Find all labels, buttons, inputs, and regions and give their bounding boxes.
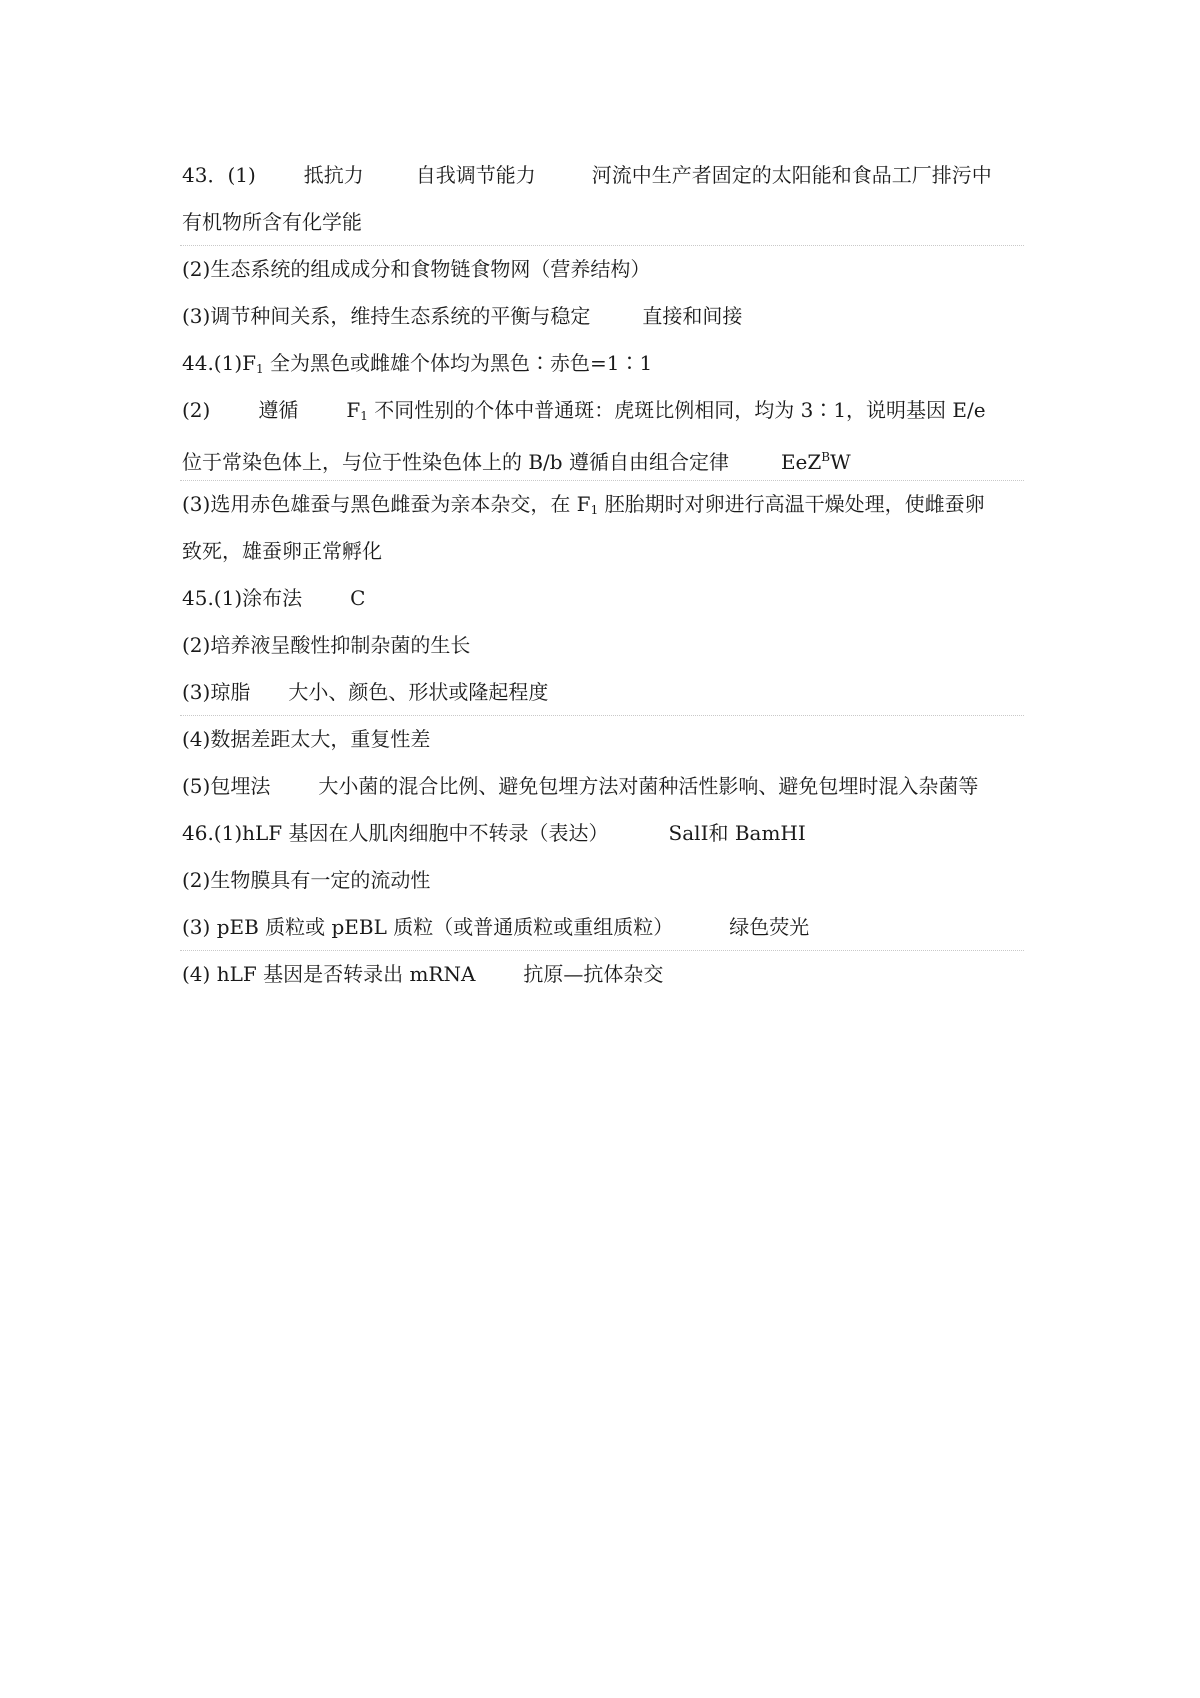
q45-part-5 <box>182 763 1022 810</box>
subscript: 1 <box>590 503 599 517</box>
q44-part-1-post: 全为黑色或雌雄个体均为黑色∶赤色=1∶1 <box>263 351 653 375</box>
q44-part-3-text-cont: 致死，雄蚕卵正常孵化 <box>182 539 382 563</box>
q43-part-3-b: 直接和间接 <box>642 304 743 328</box>
q46-part-3-b: 绿色荧光 <box>729 915 810 939</box>
q45-part-3 <box>182 669 1022 716</box>
q46-part-1 <box>182 810 1022 857</box>
q43-line-1 <box>182 152 1022 199</box>
q45-part-1-b: C <box>350 586 366 610</box>
genotype-post: W <box>830 450 851 474</box>
q44-part-2-text-cont: 位于常染色体上，与位于性染色体上的 B/b 遵循自由组合定律 <box>182 450 729 474</box>
q45-part-2 <box>182 622 1022 669</box>
q45-part-2-text: (2)培养液呈酸性抑制杂菌的生长 <box>182 633 471 657</box>
subscript: 1 <box>360 409 368 423</box>
q43-answer-3-cont: 有机物所含有化学能 <box>182 210 362 234</box>
q43-part-2 <box>182 246 1022 293</box>
q46-part-2 <box>182 857 1022 904</box>
subscript: 1 <box>256 362 264 376</box>
q46-part-4 <box>182 951 1022 998</box>
q43-line-2 <box>182 199 1022 246</box>
q44-part-3-post: 胚胎期时对卵进行高温干燥处理，使雌蚕卵 <box>598 492 985 516</box>
q44-part-2-num: (2) <box>182 398 211 422</box>
q45-part-3-b: 大小、颜色、形状或隆起程度 <box>288 680 549 704</box>
q44-part-3-line-1 <box>182 481 1022 528</box>
q44-part-1 <box>182 340 1022 387</box>
q45-part-5-a: (5)包埋法 <box>182 774 271 798</box>
q45-part-1-a: 45.(1)涂布法 <box>182 586 303 610</box>
q43-answer-1: 抵抗力 <box>303 163 364 187</box>
q43-number: 43．(1) <box>182 163 256 187</box>
q44-part-1-pre: 44.(1)F <box>182 351 257 375</box>
q46-part-4-a: (4) hLF 基因是否转录出 mRNA <box>182 962 476 986</box>
q46-part-2-text: (2)生物膜具有一定的流动性 <box>182 868 431 892</box>
q46-part-3 <box>182 904 1022 951</box>
q43-part-3-a: (3)调节种间关系，维持生态系统的平衡与稳定 <box>182 304 591 328</box>
superscript: B <box>821 450 831 464</box>
q45-part-3-a: (3)琼脂 <box>182 680 251 704</box>
q44-part-2-answer: 遵循 <box>258 398 299 422</box>
q43-part-2-text: (2)生态系统的组成成分和食物链食物网（营养结构） <box>182 257 651 281</box>
q44-part-3-pre: (3)选用赤色雄蚕与黑色雌蚕为亲本杂交，在 F <box>182 492 591 516</box>
q44-part-2-text: 不同性别的个体中普通斑：虎斑比例相同，均为 3∶1，说明基因 E/e <box>367 398 986 422</box>
q46-part-4-b: 抗原—抗体杂交 <box>523 962 664 986</box>
q46-part-3-a: (3) pEB 质粒或 pEBL 质粒（或普通质粒或重组质粒） <box>182 915 674 939</box>
q44-part-3-line-2 <box>182 528 1022 575</box>
q45-part-4 <box>182 716 1022 763</box>
q44-part-2-f: F <box>346 398 361 422</box>
q44-part-2-line-2 <box>182 434 1022 481</box>
q45-part-1 <box>182 575 1022 622</box>
genotype-pre: EeZ <box>780 450 822 474</box>
q43-answer-3: 河流中生产者固定的太阳能和食品工厂排污中 <box>591 163 992 187</box>
q46-part-1-a: 46.(1)hLF 基因在人肌肉细胞中不转录（表达） <box>182 821 609 845</box>
q43-answer-2: 自我调节能力 <box>415 163 536 187</box>
q44-part-2-line-1 <box>182 387 1022 434</box>
q45-part-5-b: 大小菌的混合比例、避免包埋方法对菌种活性影响、避免包埋时混入杂菌等 <box>318 774 979 798</box>
q45-part-4-text: (4)数据差距太大，重复性差 <box>182 727 431 751</box>
q46-part-1-b: SalⅠ和 BamHⅠ <box>668 821 806 845</box>
answer-document <box>182 152 1022 998</box>
q43-part-3 <box>182 293 1022 340</box>
